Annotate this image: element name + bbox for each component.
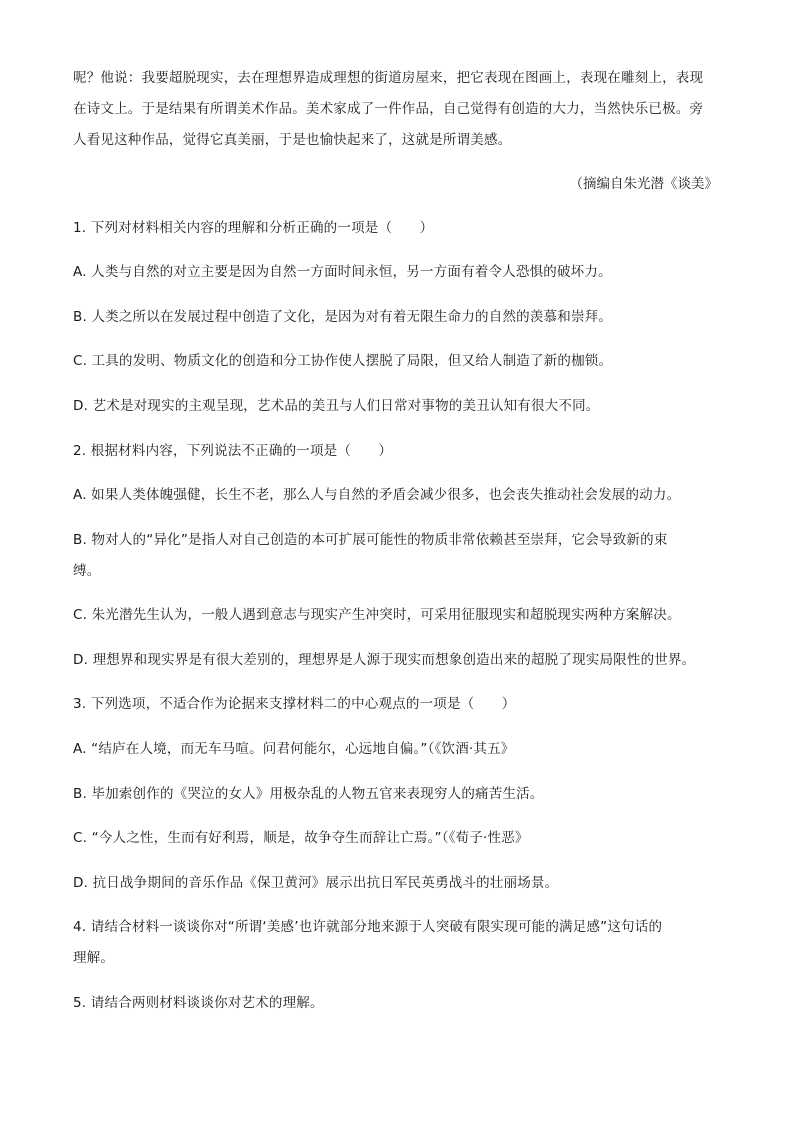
question-3-option-b: B. 毕加索创作的《哭泣的女人》用极杂乱的人物五官来表现穷人的痛苦生活。 xyxy=(73,786,544,802)
question-4-stem-cont: 理解。 xyxy=(73,950,115,966)
question-2-option-c: C. 朱光潜先生认为，一般人遇到意志与现实产生冲突时，可采用征服现实和超脱现实两种方案解决。 xyxy=(73,607,681,623)
question-1-option-c: C. 工具的发明、物质文化的创造和分工协作使人摆脱了局限，但又给人制造了新的枷锁。 xyxy=(73,353,613,369)
question-2-option-b-cont: 缚。 xyxy=(73,563,101,579)
question-2-option-d: D. 理想界和现实界是有很大差别的，理想界是人源于现实而想象创造出来的超脱了现实局限性的世界。 xyxy=(73,652,696,668)
question-2-option-a: A. 如果人类体魄强健，长生不老，那么人与自然的矛盾会减少很多，也会丧失推动社会发展的动力。 xyxy=(73,487,681,503)
question-1-option-b: B. 人类之所以在发展过程中创造了文化，是因为对有着无限生命力的自然的羡慕和崇拜。 xyxy=(73,309,613,325)
question-1-option-d: D. 艺术是对现实的主观呈现，艺术品的美丑与人们日常对事物的美丑认知有很大不同。 xyxy=(73,398,600,414)
question-2-stem: 2. 根据材料内容，下列说法不正确的一项是（ ） xyxy=(73,443,393,459)
question-1-option-a: A. 人类与自然的对立主要是因为自然一方面时间永恒，另一方面有着令人恐惧的破坏力。 xyxy=(73,264,612,280)
question-4-stem: 4. 请结合材料一谈谈你对“所谓‘美感’也许就部分地来源于人突破有限实现可能的满足感”这句话的 xyxy=(73,919,663,935)
question-3-option-a: A. “结庐在人境，而无车马喧。问君何能尔，心远地自偏。”（《饮酒·其五》 xyxy=(73,741,515,757)
question-3-option-c: C. “今人之性，生而有好利焉，顺是，故争夺生而辞让亡焉。”（《荀子·性恶》 xyxy=(73,830,529,846)
question-3-stem: 3. 下列选项，不适合作为论据来支撑材料二的中心观点的一项是（ ） xyxy=(73,696,516,712)
question-1-stem: 1. 下列对材料相关内容的理解和分析正确的一项是（ ） xyxy=(73,220,434,236)
question-3-option-d: D. 抗日战争期间的音乐作品《保卫黄河》展示出抗日军民英勇战斗的壮丽场景。 xyxy=(73,875,559,891)
passage-line: 人看见这种作品，觉得它真美丽，于是也愉快起来了，这就是所谓美感。 xyxy=(73,132,512,148)
passage-line: 呢？他说：我要超脱现实，去在理想界造成理想的街道房屋来，把它表现在图画上，表现在雕刻上，表现 xyxy=(73,70,704,86)
passage-line: 在诗文上。于是结果有所谓美术作品。美术家成了一件作品，自己觉得有创造的大力，当然快乐已极。旁 xyxy=(73,101,704,117)
question-5-stem: 5. 请结合两则材料谈谈你对艺术的理解。 xyxy=(73,995,324,1011)
passage-source: （摘编自朱光潜《谈美》 xyxy=(569,176,718,192)
question-2-option-b: B. 物对人的“异化”是指人对自己创造的本可扩展可能性的物质非常依赖甚至崇拜，它会导致新的束 xyxy=(73,532,668,548)
